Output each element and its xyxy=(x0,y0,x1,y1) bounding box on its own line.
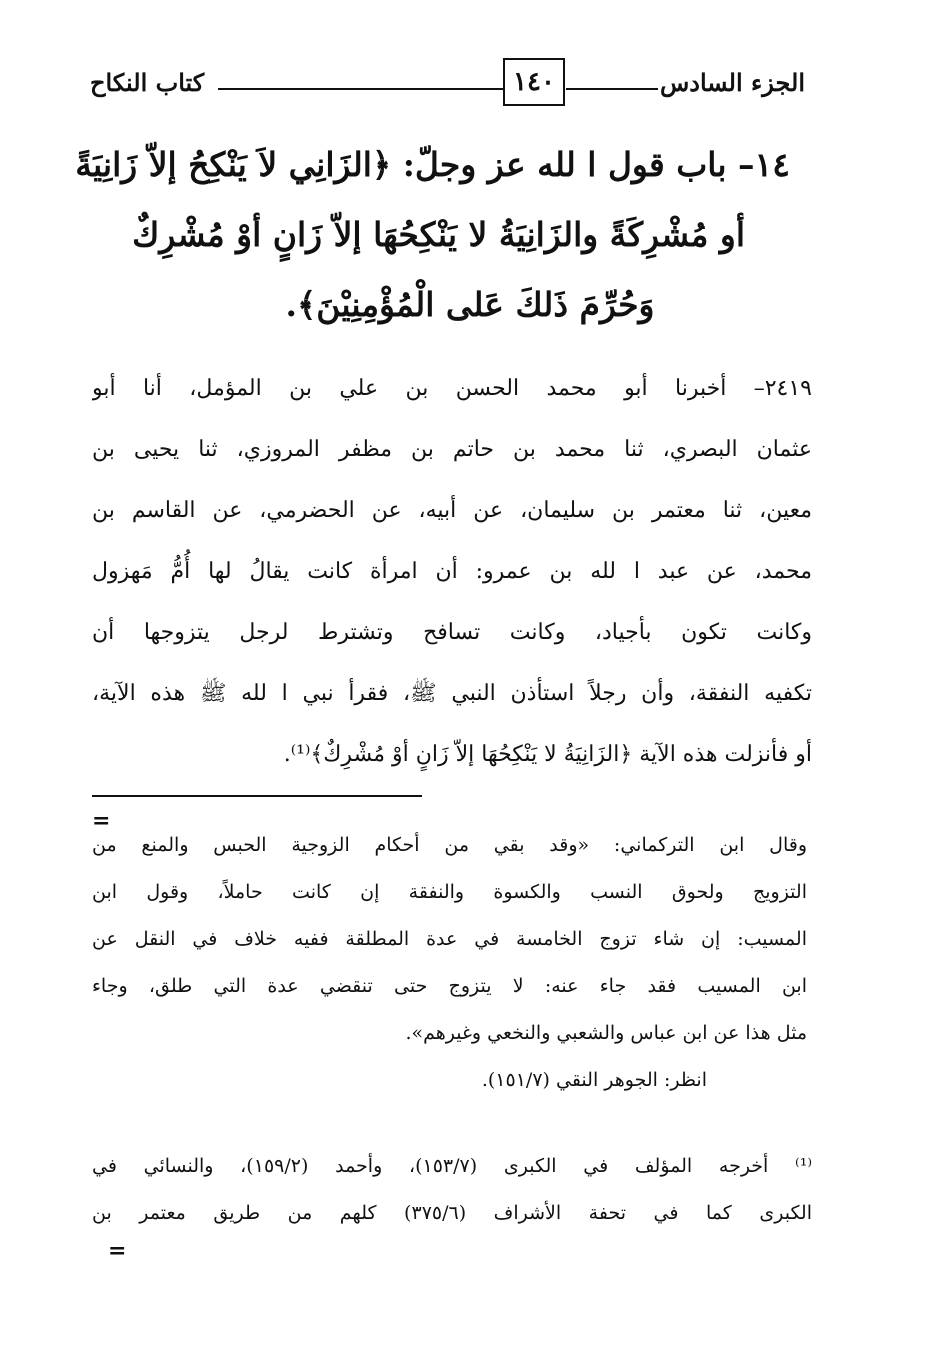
footnote-line: الكبرى كما في تحفة الأشراف (٣٧٥/٦) كلهم من طريق معتمر بن xyxy=(92,1202,812,1224)
footnote-1 xyxy=(92,1143,812,1237)
chapter-heading-line: أو مُشْرِكَةً والزَانِيَةُ لا يَنْكِحُهَا إلاّ زَانٍ أوْ مُشْرِكٌ xyxy=(132,215,745,254)
hadith-line: عثمان البصري، ثنا محمد بن حاتم بن مظفر المروزي، ثنا يحيى بن xyxy=(92,437,812,462)
footnote-line: المسيب: إن شاء تزوج الخامسة في عدة المطلقة ففيه خلاف في النقل عن xyxy=(92,928,807,950)
continuation-mark: = xyxy=(108,1238,127,1264)
book-title: كتاب النكاح xyxy=(90,68,205,97)
footnote-separator xyxy=(92,795,422,797)
header-rule-right xyxy=(566,88,658,90)
footnote-line: مثل هذا عن ابن عباس والشعبي والنخعي وغيرهم». xyxy=(405,1022,807,1044)
hadith-line: تكفيه النفقة، وأن رجلاً استأذن النبي ﷺ، فقرأ نبي ا لله ﷺ هذه الآية، xyxy=(92,681,812,706)
footnote-continuation xyxy=(92,822,807,1104)
footnote-line: ⁽¹⁾ أخرجه المؤلف في الكبرى (١٥٣/٧)، وأحمد (١٥٩/٢)، والنسائي في xyxy=(92,1155,812,1177)
chapter-heading xyxy=(75,130,790,340)
chapter-heading-line: وَحُرِّمَ ذَلكَ عَلى الْمُؤْمِنِيْنَ﴾. xyxy=(285,285,655,324)
footnote-reference: انظر: الجوهر النقي (١٥١/٧). xyxy=(481,1069,707,1091)
hadith-line: معين، ثنا معتمر بن سليمان، عن أبيه، عن الحضرمي، عن القاسم بن xyxy=(92,498,812,523)
running-header xyxy=(90,58,805,108)
hadith-line: ٢٤١٩– أخبرنا أبو محمد الحسن بن علي بن المؤمل، أنا أبو xyxy=(92,376,812,401)
hadith-text xyxy=(92,358,812,785)
footnote-line: ابن المسيب فقد جاء عنه: لا يتزوج حتى تنقضي عدة التي طلق، وجاء xyxy=(92,975,807,997)
hadith-line: أو فأنزلت هذه الآية ﴿الزَانِيَةُ لا يَنْكِحُهَا إلاّ زَانٍ أوْ مُشْرِكٌ﴾⁽¹⁾. xyxy=(283,742,812,767)
hadith-line: محمد، عن عبد ا لله بن عمرو: أن امرأة كانت يقالُ لها أُمُّ مَهزول xyxy=(92,559,812,584)
page-number: ١٤٠ xyxy=(503,58,565,106)
continuation-mark: = xyxy=(92,808,111,834)
header-rule-left xyxy=(218,88,503,90)
chapter-heading-line: ١٤– باب قول ا لله عز وجلّ: ﴿الزَانِي لاَ يَنْكِحُ إلاّ زَانِيَةً xyxy=(75,145,790,184)
hadith-line: وكانت تكون بأجياد، وكانت تسافح وتشترط لرجل يتزوجها أن xyxy=(92,620,812,645)
footnote-line: التزويج ولحوق النسب والكسوة والنفقة إن كانت حاملاً، وقول ابن xyxy=(92,881,807,903)
footnote-line: وقال ابن التركماني: «وقد بقي من أحكام الزوجية الحبس والمنع من xyxy=(92,834,807,856)
volume-title: الجزء السادس xyxy=(659,68,805,97)
